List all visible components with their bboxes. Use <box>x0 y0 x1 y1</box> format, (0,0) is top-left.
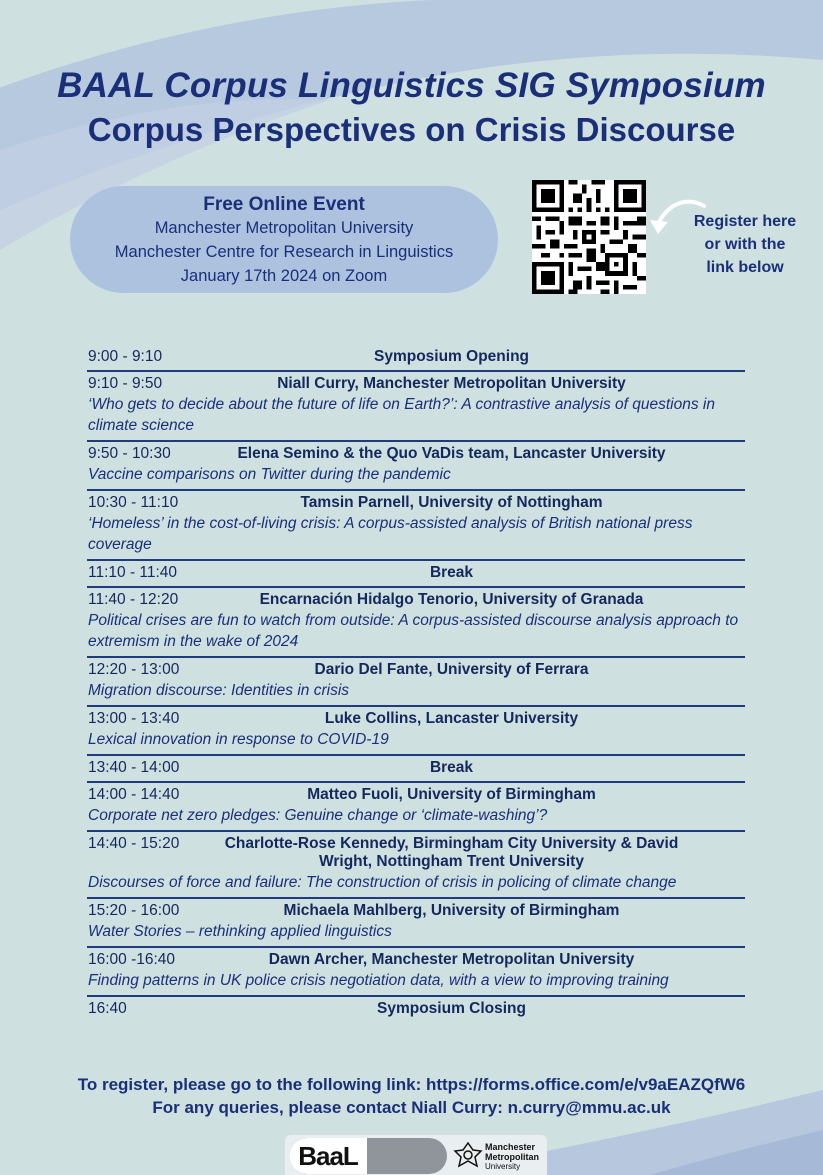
mmu-crest-icon <box>453 1140 483 1172</box>
session-speaker: Dario Del Fante, University of Ferrara <box>314 661 589 678</box>
session-speaker: Tamsin Parnell, University of Nottingham <box>300 494 603 511</box>
schedule-row-header <box>88 786 745 804</box>
symposium-subtitle: Corpus Perspectives on Crisis Discourse <box>87 111 736 148</box>
session-speaker: Niall Curry, Manchester Metropolitan University <box>277 375 626 392</box>
register-note-line1: Register here <box>693 213 797 230</box>
session-time: 14:40 - 15:20 <box>88 835 180 852</box>
session-time: 16:00 -16:40 <box>88 951 176 968</box>
schedule-row-header <box>88 348 745 366</box>
schedule-row-header <box>88 902 745 920</box>
schedule-row <box>87 442 745 491</box>
schedule-row <box>87 707 745 756</box>
mmu-name-line2: Metropolitan <box>485 1152 539 1162</box>
session-talk-title: ‘Homeless’ in the cost-of-living crisis: A corpus-assisted analysis of British national press coverage <box>88 515 693 553</box>
schedule-row-header <box>88 951 745 969</box>
session-speaker: Break <box>429 564 474 581</box>
session-time: 9:00 - 9:10 <box>88 348 163 365</box>
session-time: 10:30 - 11:10 <box>88 494 179 511</box>
schedule-row <box>87 561 745 588</box>
session-talk-title: Corporate net zero pledges: Genuine change or ‘climate-washing’? <box>88 807 548 824</box>
session-speaker: Dawn Archer, Manchester Metropolitan University <box>268 951 635 968</box>
session-speaker: Charlotte-Rose Kennedy, Birmingham City University & David Wright, Nottingham Trent University <box>224 835 679 870</box>
register-note <box>683 210 807 279</box>
session-talk-title: Migration discourse: Identities in crisis <box>88 682 350 699</box>
session-talk-title: Vaccine comparisons on Twitter during the pandemic <box>88 466 451 483</box>
schedule-table <box>87 345 745 1022</box>
session-speaker: Symposium Closing <box>377 1000 526 1017</box>
schedule-row <box>87 491 745 561</box>
session-speaker: Matteo Fuoli, University of Birmingham <box>307 786 596 803</box>
schedule-row <box>87 948 745 997</box>
session-time: 9:50 - 10:30 <box>88 445 171 462</box>
baal-logo-text: BaaL <box>289 1138 367 1174</box>
session-talk-title: Water Stories – rethinking applied linguistics <box>88 923 392 940</box>
event-type: Free Online Event <box>203 194 365 215</box>
session-time: 12:20 - 13:00 <box>88 661 180 678</box>
session-time: 14:00 - 14:40 <box>88 786 180 803</box>
session-time: 9:10 - 9:50 <box>88 375 163 392</box>
session-talk-title: Finding patterns in UK police crisis negotiation data, with a view to improving training <box>88 972 669 989</box>
session-time: 16:40 <box>88 1000 127 1017</box>
mmu-logo <box>451 1138 545 1174</box>
schedule-row-header <box>88 375 745 393</box>
session-time: 15:20 - 16:00 <box>88 902 180 919</box>
contact-text[interactable]: For any queries, please contact Niall Curry: n.curry@mmu.ac.uk <box>152 1098 671 1117</box>
schedule-row <box>87 372 745 442</box>
schedule-row-header <box>88 445 745 463</box>
session-time: 11:40 - 12:20 <box>88 591 179 608</box>
schedule-row-header <box>88 835 745 871</box>
schedule-row <box>87 588 745 658</box>
register-note-line3: link below <box>706 259 784 276</box>
session-talk-title: ‘Who gets to decide about the future of life on Earth?’: A contrastive analysis of questions in climate science <box>88 396 715 434</box>
session-speaker: Luke Collins, Lancaster University <box>324 710 579 727</box>
schedule-row-header <box>88 661 745 679</box>
schedule-row <box>87 756 745 783</box>
schedule-row <box>87 658 745 707</box>
event-centre: Manchester Centre for Research in Linguistics <box>114 243 454 261</box>
schedule-row-header <box>88 710 745 728</box>
session-speaker: Michaela Mahlberg, University of Birmingham <box>283 902 620 919</box>
mmu-name <box>485 1142 539 1172</box>
symposium-title: BAAL Corpus Linguistics SIG Symposium <box>57 66 766 105</box>
logo-strip <box>285 1135 547 1175</box>
schedule-row-header <box>88 494 745 512</box>
footer <box>0 1073 823 1119</box>
schedule-row-header <box>88 759 745 777</box>
session-talk-title: Discourses of force and failure: The construction of crisis in policing of climate change <box>88 874 677 891</box>
register-note-line2: or with the <box>704 236 786 253</box>
schedule-row <box>87 783 745 832</box>
event-host: Manchester Metropolitan University <box>154 219 414 237</box>
session-speaker: Elena Semino & the Quo VaDis team, Lancaster University <box>237 445 666 462</box>
session-speaker: Encarnación Hidalgo Tenorio, University of Granada <box>259 591 644 608</box>
schedule-row <box>87 832 745 899</box>
baal-logo <box>289 1138 447 1174</box>
qr-code-icon[interactable] <box>532 180 646 294</box>
session-time: 13:40 - 14:00 <box>88 759 180 776</box>
schedule-row <box>87 899 745 948</box>
schedule-row-header <box>88 1000 745 1018</box>
schedule-row <box>87 997 745 1022</box>
event-date: January 17th 2024 on Zoom <box>180 267 388 285</box>
session-speaker: Symposium Opening <box>373 348 529 365</box>
session-speaker: Break <box>429 759 474 776</box>
register-link-text[interactable]: To register, please go to the following link: https://forms.office.com/e/v9aEAZQfW6 <box>77 1075 746 1094</box>
schedule-row-header <box>88 564 745 582</box>
mmu-name-line1: Manchester <box>485 1142 536 1152</box>
session-time: 11:10 - 11:40 <box>88 564 178 581</box>
session-talk-title: Lexical innovation in response to COVID-19 <box>88 731 389 748</box>
session-time: 13:00 - 13:40 <box>88 710 180 727</box>
session-talk-title: Political crises are fun to watch from outside: A corpus-assisted discourse analysis approach to extremism in the wake of 2024 <box>88 612 739 650</box>
schedule-row-header <box>88 591 745 609</box>
event-info-pill <box>70 186 498 293</box>
schedule-row <box>87 345 745 372</box>
mmu-name-line3: University <box>485 1162 521 1171</box>
